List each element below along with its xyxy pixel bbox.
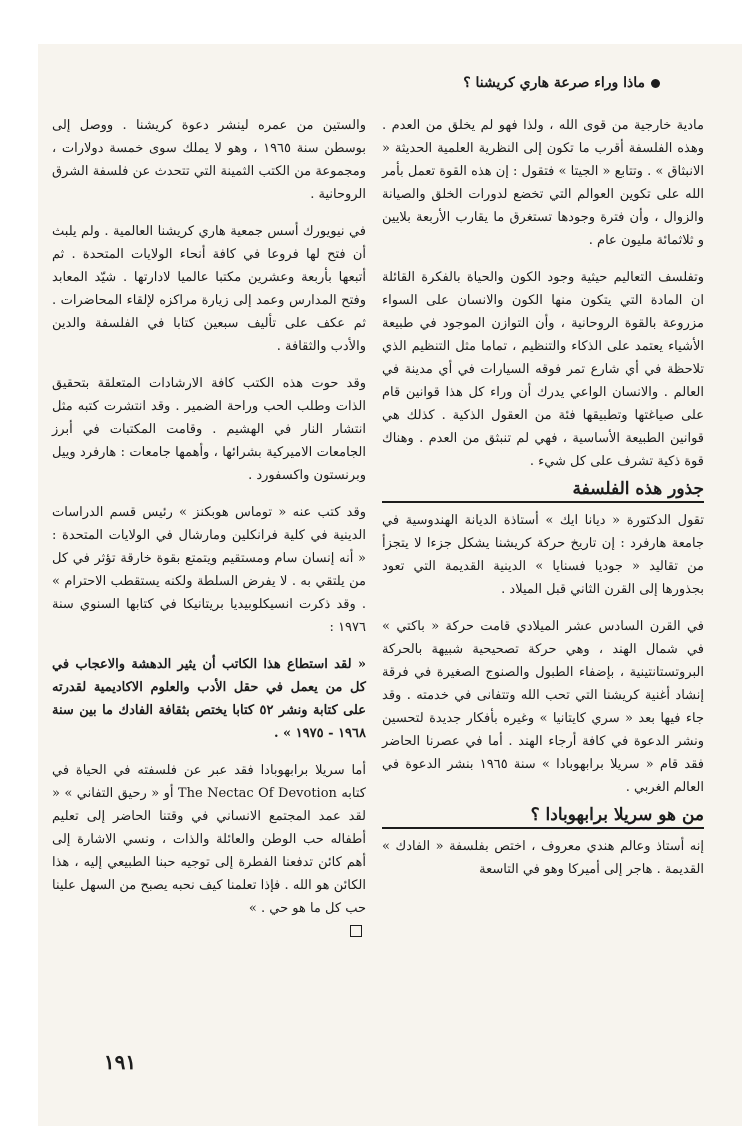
paragraph: وقد حوت هذه الكتب كافة الارشادات المتعلقة بتحقيق الذات وطلب الحب وراحة الضمير . وقد انتشرت كتبه مثل انتشار النار في الهشيم . وقامت المكتبات في أبرز الجامعات الاميركية بشرائها ، وأهمها جامعات : هارفرد وييل وبرنستون واكسفورد . (52, 376, 366, 483)
paragraph: مادية خارجية من قوى الله ، ولذا فهو لم يخلق من العدم . وهذه الفلسفة أقرب ما تكون إلى النظرية العلمية الحديثة « الانبثاق » . وتتابع « الجيتا » فتقول : إن هذه القوة تعمل بأمر الله على تكوين العوالم التي تخضع لدورات الخلق والصيانة والزوال ، وأن فترة وجودها تستغرق ما يقارب الأربعة بلايين و ثلاثمائة مليون عام . (382, 118, 704, 248)
paragraph: إنه أستاذ وعالم هندي معروف ، اختص بفلسفة « الفادك » القديمة . هاجر إلى أميركا وهو في التاسعة (382, 839, 704, 877)
header-title: ماذا وراء صرعة هاري كريشنا ؟ (463, 75, 645, 91)
paragraph: في نيويورك أسس جمعية هاري كريشنا العالمية . ولم يلبث أن فتح لها فروعا في كافة أنحاء الولايات المتحدة . ثم أتبعها بأربعة وعشرين مكتبا عالميا لادارتها . شيّد المعابد وفتح المدارس وعمد إلى زيارة مراكزه لإلقاء المحاضرات . ثم عكف على تأليف سبعين كتابا في الفلسفة والدين والأدب والثقافة . (52, 224, 366, 354)
running-header (330, 72, 660, 94)
left-column (52, 114, 366, 939)
end-mark-icon (350, 925, 362, 937)
section-heading: جذور هذه الفلسفة (572, 479, 704, 499)
paragraph: في القرن السادس عشر الميلادي قامت حركة « باكتي » في شمال الهند ، وهي حركة تصحيحية شبيهة بالحركة البروتستانتينية ، بإضفاء الطبول والصنوج الصغيرة في فرقة إنشاد أغنية كريشنا التي تحب الله وتتفانى في خدمته . وقد جاء فيها بعد « سري كايتانيا » وغيره بأفكار جديدة لتحسين ونشر الدعوة في كافة أرجاء الهند . أما في عصرنا الحاضر فقد قام « سريلا برابهوبادا » سنة ١٩٦٥ بنشر الدعوة في العالم الغربي . (382, 619, 704, 795)
paragraph: وتفلسف التعاليم حيثية وجود الكون والحياة بالفكرة القائلة ان المادة التي يتكون منها الكون والانسان على السواء مزروعة بالقوة الروحانية ، وأن التوازن الموجود في طبيعة الأشياء يعتمد على الذكاء والتنظيم ، تماما مثل التنظيم الذي تلاحظة في أي شارع تمر فوقه السيارات في أي مدينة في العالم . والانسان الواعي يدرك أن وراء كل هذا قوانين قام على صياغتها وتطبيقها فئة من العقول الذكية . كذلك هي قوانين الطبيعة الأساسية ، فهي لم تنبثق من العدم . وهناك قوة ذكية تشرف على كل شيء . (382, 270, 704, 469)
paragraph: أما سريلا برابهوبادا فقد عبر عن فلسفته في الحياة في كتابه The Nectac Of Devotion أو « رحيق التفاني » « لقد عمد المجتمع الانساني في وقتنا الحاضر إلى تعليم أطفاله حب الوطن والعائلة والذات ، ونسي الاشارة إلى أهم كائن تدفعنا الفطرة إلى توجيه حبنا الطبيعي إليه ، هذا الكائن هو الله . فإذا تعلمنا كيف نحبه يصبح من السهل علينا حب كل ما هو حي . » (52, 763, 367, 916)
right-column (382, 114, 704, 881)
section-heading: من هو سريلا برابهوبادا ؟ (530, 805, 704, 825)
paragraph: تقول الدكتورة « ديانا ايك » أستاذة الديانة الهندوسية في جامعة هارفرد : إن تاريخ حركة كريشنا يشكل جزءا لا يتجزأ من تقاليد « جوديا فسنايا » الدينية القديمة التي تعود بجذورها إلى القرن الثاني قبل الميلاد . (382, 513, 704, 597)
scan-margin-top (0, 0, 742, 44)
paragraph: وقد كتب عنه « توماس هوبكنز » رئيس قسم الدراسات الدينية في كلية فرانكلين ومارشال في الولايات المتحدة : « أنه إنسان سام ومستقيم ويتمتع بقوة خارقة تؤثر في كل من يلتقي به . لا يفرض السلطة ولكنه يستقطب الاحترام » . وقد ذكرت انسيكلوبيديا بريتانيكا في كتابها السنوي سنة ١٩٧٦ : (52, 505, 366, 635)
section-rule (382, 501, 704, 503)
paragraph: والستين من عمره لينشر دعوة كريشنا . ووصل إلى بوسطن سنة ١٩٦٥ ، وهو لا يملك سوى خمسة دولارات ، ومجموعة من الكتب الثمينة التي تتحدث عن فلسفة الشرق الروحانية . (52, 118, 366, 202)
scan-margin-left (0, 0, 38, 1126)
quote-paragraph: « لقد استطاع هذا الكاتب أن يثير الدهشة والاعجاب في كل من يعمل في حقل الأدب والعلوم الاكاديمية لقدرته على كتابة ونشر ٥٢ كتابا يختص بثقافة الفادك ما بين سنة ١٩٦٨ - ١٩٧٥ » . (52, 657, 366, 741)
section-rule (382, 827, 704, 829)
page-number: ١٩١ (103, 1050, 137, 1074)
bullet-icon (651, 79, 660, 88)
